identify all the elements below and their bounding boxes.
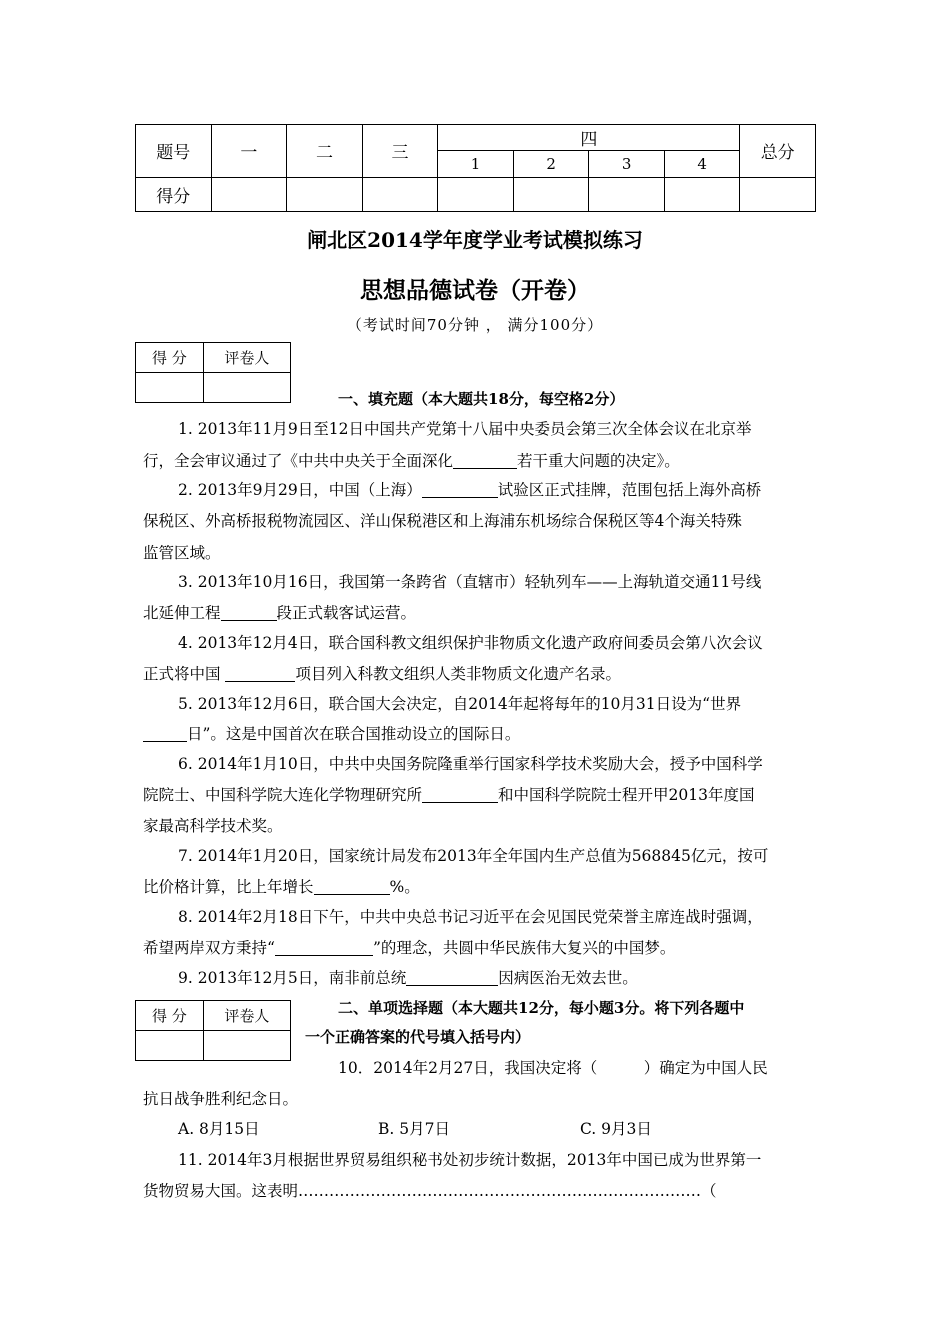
answer-blank[interactable] <box>422 784 498 803</box>
q6-line-2: 院院士、中国科学院大连化学物理研究所 和中国科学院院士程开甲2013年度国 <box>143 786 755 804</box>
header-sub-4: 4 <box>664 151 740 177</box>
score-cell[interactable] <box>362 177 438 211</box>
header-col-2: 二 <box>287 125 363 178</box>
header-sub-3: 3 <box>589 151 665 177</box>
exam-info: （考试时间70分钟 ， 满分100分） <box>346 316 604 334</box>
option-b[interactable]: B. 5月7日 <box>378 1120 450 1138</box>
q10-options <box>143 1114 808 1144</box>
answer-blank[interactable] <box>225 663 295 682</box>
grader-label: 评卷人 <box>203 1001 290 1031</box>
grader-score-label: 得 分 <box>136 343 204 373</box>
header-col-1: 一 <box>211 125 287 178</box>
answer-blank[interactable] <box>143 723 187 742</box>
score-cell[interactable] <box>513 177 589 211</box>
header-sub-1: 1 <box>438 151 514 177</box>
q6-line-3: 家最高科学技术奖。 <box>143 817 283 835</box>
grader-label: 评卷人 <box>203 343 290 373</box>
answer-blank[interactable] <box>406 967 498 986</box>
score-cell[interactable] <box>211 177 287 211</box>
q4-line-2: 正式将中国 项目列入科教文组织人类非物质文化遗产名录。 <box>143 665 621 683</box>
score-table <box>135 124 816 212</box>
answer-blank[interactable] <box>221 602 277 621</box>
score-cell[interactable] <box>287 177 363 211</box>
q9-line: 9. 2013年12月5日，南非前总统 因病医治无效去世。 <box>178 969 638 987</box>
header-col-4-group: 四 <box>438 125 740 151</box>
q3-line-2: 北延伸工程 段正式载客试运营。 <box>143 604 417 622</box>
header-col-3: 三 <box>362 125 438 178</box>
q2-line-2: 保税区、外高桥报税物流园区、洋山保税港区和上海浦东机场综合保税区等4个海关特殊 <box>143 512 742 530</box>
option-c[interactable]: C. 9月3日 <box>580 1120 652 1138</box>
q2-line-1: 2. 2013年9月29日，中国（上海） 试验区正式挂牌，范围包括上海外高桥 <box>178 481 762 499</box>
q11-line-1: 11. 2014年3月根据世界贸易组织秘书处初步统计数据，2013年中国已成为世界第一 <box>178 1151 762 1169</box>
q5-line-1: 5. 2013年12月6日，联合国大会决定，自2014年起将每年的10月31日设为“世界 <box>178 695 742 713</box>
q7-line-1: 7. 2014年1月20日，国家统计局发布2013年全年国内生产总值为568845亿元，按可 <box>178 847 769 865</box>
q10-line-2: 抗日战争胜利纪念日。 <box>143 1090 299 1108</box>
section-2-title-line-2: 一个正确答案的代号填入括号内） <box>305 1028 531 1046</box>
q4-line-1: 4. 2013年12月4日，联合国科教文组织保护非物质文化遗产政府间委员会第八次会议 <box>178 634 763 652</box>
q8-line-2: 希望两岸双方秉持“ ”的理念，共圆中华民族伟大复兴的中国梦。 <box>143 939 676 957</box>
grader-name-cell[interactable] <box>203 1031 290 1061</box>
score-cell[interactable] <box>438 177 514 211</box>
score-cell[interactable] <box>589 177 665 211</box>
grader-name-cell[interactable] <box>203 373 290 403</box>
score-row-label: 得分 <box>136 177 212 211</box>
answer-blank[interactable] <box>314 876 390 895</box>
section-1-title: 一、填充题（本大题共18分，每空格2分） <box>338 390 625 408</box>
header-total: 总分 <box>740 125 816 178</box>
score-cell[interactable] <box>664 177 740 211</box>
answer-blank[interactable] <box>453 450 517 469</box>
q3-line-1: 3. 2013年10月16日，我国第一条跨省（直辖市）轻轨列车——上海轨道交通11号线 <box>178 573 762 591</box>
q11-line-2: 货物贸易大国。这表明……………………………………………………………………（ <box>143 1182 717 1200</box>
answer-blank[interactable] <box>422 479 498 498</box>
page-title: 闸北区2014学年度学业考试模拟练习 <box>307 228 643 252</box>
grader-box <box>135 342 291 403</box>
q5-line-2: 日”。这是中国首次在联合国推动设立的国际日。 <box>143 719 808 749</box>
header-sub-2: 2 <box>513 151 589 177</box>
q1-line-2: 行，全会审议通过了《中共中央关于全面深化 若干重大问题的决定》。 <box>143 452 680 470</box>
score-cell[interactable] <box>740 177 816 211</box>
q6-line-1: 6. 2014年1月10日，中共中央国务院隆重举行国家科学技术奖励大会，授予中国科学 <box>178 755 763 773</box>
grader-score-cell[interactable] <box>136 373 204 403</box>
option-a[interactable]: A. 8月15日 <box>178 1120 260 1138</box>
q1-line-1: 1. 2013年11月9日至12日中国共产党第十八届中央委员会第三次全体会议在北京举 <box>178 420 752 438</box>
q10-line-1: 10．2014年2月27日，我国决定将（ ）确定为中国人民 <box>338 1059 768 1077</box>
section-2-title-line-1: 二、单项选择题（本大题共12分，每小题3分。将下列各题中 <box>338 999 745 1017</box>
grader-score-cell[interactable] <box>136 1031 204 1061</box>
q2-line-3: 监管区域。 <box>143 544 221 562</box>
header-question-number: 题号 <box>136 125 212 178</box>
grader-score-label: 得 分 <box>136 1001 204 1031</box>
paper-title: 思想品德试卷（开卷） <box>360 277 590 304</box>
q7-line-2: 比价格计算，比上年增长 %。 <box>143 878 420 896</box>
answer-blank[interactable] <box>275 937 373 956</box>
grader-box <box>135 1000 291 1061</box>
q8-line-1: 8. 2014年2月18日下午，中共中央总书记习近平在会见国民党荣誉主席连战时强调， <box>178 908 763 926</box>
